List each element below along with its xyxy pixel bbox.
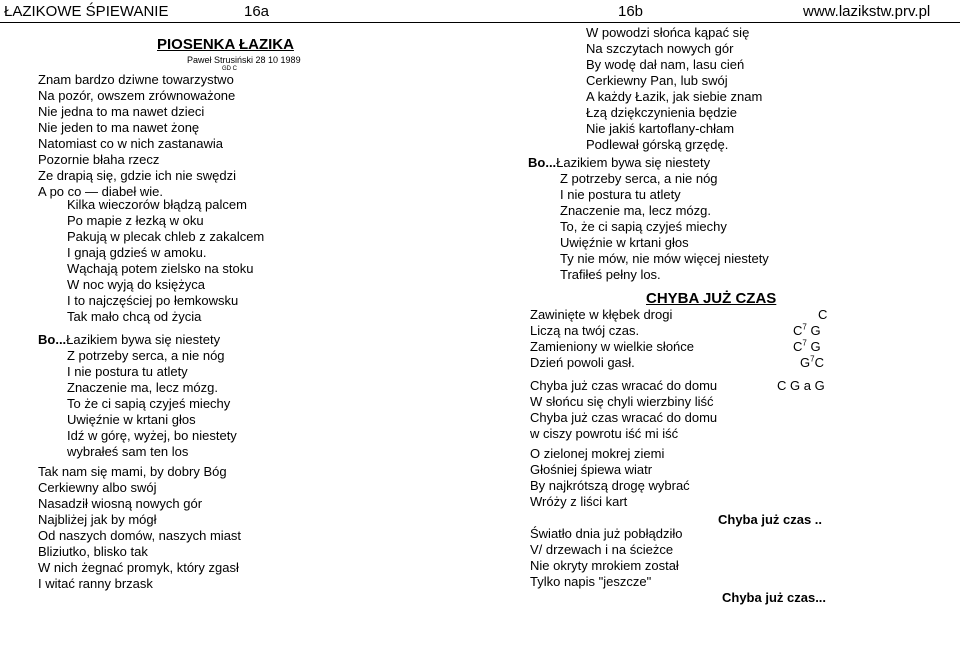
chord: C G a G bbox=[777, 378, 825, 393]
lyric-line: Wróży z liści kart bbox=[530, 494, 628, 509]
header-title: ŁAZIKOWE ŚPIEWANIE bbox=[4, 3, 169, 20]
lyric-line: Tylko napis "jeszcze" bbox=[530, 574, 652, 589]
lyric-line: Z potrzeby serca, a nie nóg bbox=[67, 348, 225, 363]
chorus-prefix: Bo... bbox=[528, 155, 557, 170]
lyric-line: Na pozór, owszem zrównoważone bbox=[38, 88, 236, 103]
lyric-line: Światło dnia już pobłądziło bbox=[530, 526, 683, 541]
lyric-line: Trafiłeś pełny los. bbox=[560, 267, 661, 282]
lyric-line: By najkrótszą drogę wybrać bbox=[530, 478, 690, 493]
lyric-line: O zielonej mokrej ziemi bbox=[530, 446, 665, 461]
lyric-line: Natomiast co w nich zastanawia bbox=[38, 136, 223, 151]
lyric-line: Po mapie z łezką w oku bbox=[67, 213, 204, 228]
lyric-line: Znam bardzo dziwne towarzystwo bbox=[38, 72, 234, 87]
lyric-line: Znaczenie ma, lecz mózg. bbox=[67, 380, 219, 395]
lyric-line: Ty nie mów, nie mów więcej niestety bbox=[560, 251, 769, 266]
lyric-line: Uwięźnie w krtani głos bbox=[560, 235, 689, 250]
lyric-line: I to najczęściej po łemkowsku bbox=[67, 293, 239, 308]
lyric-line: Najbliżej jak by mógł bbox=[38, 512, 157, 527]
song1-title: PIOSENKA ŁAZIKA bbox=[157, 36, 294, 53]
page-number-left: 16a bbox=[244, 3, 270, 20]
lyric-line: I gnają gdzieś w amoku. bbox=[67, 245, 207, 260]
lyric-line: Nie jeden to ma nawet żonę bbox=[38, 120, 200, 135]
lyric-line: W słońcu się chyli wierzbiny liść bbox=[530, 394, 714, 409]
song1-chorus bbox=[67, 348, 237, 460]
lyric-line: Bliziutko, blisko tak bbox=[38, 544, 148, 559]
lyric-line: Łazikiem bywa się niestety bbox=[66, 332, 221, 347]
song1-key: GD C bbox=[222, 66, 237, 72]
chord: $G^7C$ bbox=[800, 354, 824, 370]
lyric-line: Na szczytach nowych gór bbox=[586, 41, 734, 56]
lyric-line: Podlewał górską grzędę. bbox=[586, 137, 729, 152]
lyric-line: A po co ― diabeł wie. bbox=[38, 184, 164, 199]
lyric-line: Idź w górę, wyżej, bo niestety bbox=[67, 428, 237, 443]
song2-verse1 bbox=[530, 307, 694, 371]
lyric-line: Cerkiewny albo swój bbox=[38, 480, 157, 495]
song1-verse3 bbox=[38, 464, 241, 592]
site-url[interactable]: www.lazikstw.prv.pl bbox=[803, 3, 931, 20]
song2-refrain2: Chyba już czas... bbox=[722, 590, 827, 605]
lyric-line: Nie jedna to ma nawet dzieci bbox=[38, 104, 205, 119]
lyric-line: W powodzi słońca kąpać się bbox=[586, 25, 750, 40]
lyric-line: Liczą na twój czas. bbox=[530, 323, 640, 338]
lyric-line: Zawinięte w kłębek drogi bbox=[530, 307, 673, 322]
song1-chorus-first bbox=[38, 332, 220, 348]
lyric-line: Od naszych domów, naszych miast bbox=[38, 528, 242, 543]
chord: $C^7$ G bbox=[793, 322, 821, 338]
lyric-line: Tak mało chcą od życia bbox=[67, 309, 202, 324]
lyric-line: To że ci sapią czyjeś miechy bbox=[67, 396, 231, 411]
song1-author: Paweł Strusiński 28 10 1989 bbox=[187, 55, 301, 65]
lyric-line: Nie jakiś kartoflany-chłam bbox=[586, 121, 735, 136]
lyric-line: W nich żegnać promyk, który zgasł bbox=[38, 560, 239, 575]
lyric-line: To, że ci sapią czyjeś miechy bbox=[560, 219, 727, 234]
song1-chorus2-first bbox=[528, 155, 710, 171]
lyric-line: I nie postura tu atlety bbox=[560, 187, 681, 202]
lyric-line: I nie postura tu atlety bbox=[67, 364, 188, 379]
lyric-line: Chyba już czas wracać do domu bbox=[530, 410, 718, 425]
lyric-line: W noc wyją do księżyca bbox=[67, 277, 205, 292]
lyric-line: Nasadził wiosną nowych gór bbox=[38, 496, 203, 511]
chord: $C^7$ G bbox=[793, 338, 821, 354]
header-rule bbox=[0, 22, 960, 23]
lyric-line: Łazikiem bywa się niestety bbox=[556, 155, 711, 170]
lyric-line: Znaczenie ma, lecz mózg. bbox=[560, 203, 712, 218]
lyric-line: By wodę dał nam, lasu cień bbox=[586, 57, 745, 72]
lyric-line: Zamieniony w wielkie słońce bbox=[530, 339, 695, 354]
song1-verse1 bbox=[38, 72, 236, 200]
song1-verse2 bbox=[67, 197, 264, 325]
lyric-line: Cerkiewny Pan, lub swój bbox=[586, 73, 728, 88]
lyric-line: wybrałeś sam ten los bbox=[67, 444, 189, 459]
song2-refrain1: Chyba już czas .. bbox=[718, 512, 823, 527]
lyric-line: Uwięźnie w krtani głos bbox=[67, 412, 196, 427]
lyric-line: I witać ranny brzask bbox=[38, 576, 153, 591]
song2-verse4 bbox=[530, 526, 682, 590]
page-number-right: 16b bbox=[618, 3, 644, 20]
lyric-line: Z potrzeby serca, a nie nóg bbox=[560, 171, 718, 186]
lyric-line: Kilka wieczorów błądzą palcem bbox=[67, 197, 247, 212]
song2-verse3 bbox=[530, 446, 690, 510]
lyric-line: Pozornie błaha rzecz bbox=[38, 152, 160, 167]
chorus-prefix: Bo... bbox=[38, 332, 67, 347]
lyric-line: Chyba już czas wracać do domu bbox=[530, 378, 718, 393]
lyric-line: Głośniej śpiewa wiatr bbox=[530, 462, 653, 477]
lyric-line: Nie okryty mrokiem został bbox=[530, 558, 679, 573]
lyric-line: Łzą dziękczynienia będzie bbox=[586, 105, 738, 120]
lyric-line: A każdy Łazik, jak siebie znam bbox=[586, 89, 763, 104]
chord: C bbox=[818, 307, 828, 322]
lyric-line: Wąchają potem zielsko na stoku bbox=[67, 261, 254, 276]
song2-title: CHYBA JUŻ CZAS bbox=[646, 290, 777, 307]
lyric-line: Pakują w plecak chleb z zakalcem bbox=[67, 229, 265, 244]
song2-verse2 bbox=[530, 378, 717, 442]
song1-verse4 bbox=[586, 25, 762, 153]
lyric-line: V/ drzewach i na ścieżce bbox=[530, 542, 674, 557]
song1-chorus2 bbox=[560, 171, 769, 283]
lyric-line: w ciszy powrotu iść mi iść bbox=[530, 426, 679, 441]
lyric-line: Tak nam się mami, by dobry Bóg bbox=[38, 464, 227, 479]
lyric-line: Ze drapią się, gdzie ich nie swędzi bbox=[38, 168, 236, 183]
lyric-line: Dzień powoli gasł. bbox=[530, 355, 635, 370]
